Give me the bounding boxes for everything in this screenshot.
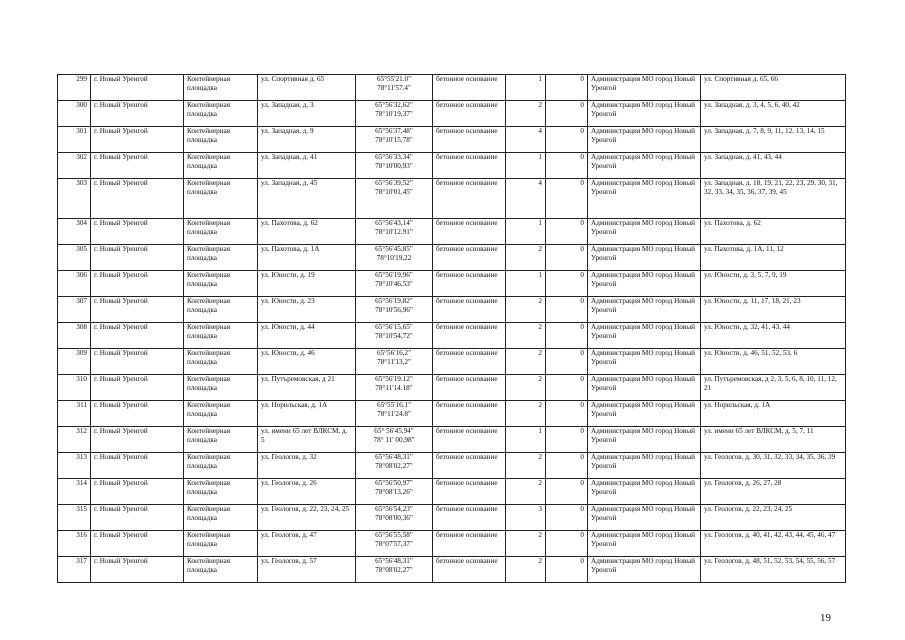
coordinates-cell — [356, 349, 433, 375]
site-type-cell: Контейнерная площадка — [184, 245, 258, 271]
site-type-cell: Контейнерная площадка — [184, 453, 258, 479]
address-cell: ул. Западная, д. 45 — [258, 179, 356, 219]
table-row — [58, 349, 846, 375]
table-row — [58, 323, 846, 349]
city-cell: г. Новый Уренгой — [91, 427, 184, 453]
city-cell: г. Новый Уренгой — [91, 531, 184, 557]
site-type-cell: Контейнерная площадка — [184, 297, 258, 323]
page-number: 19 — [820, 612, 831, 624]
served-addresses-cell: ул. Геологов, д. 22, 23, 24, 25 — [701, 505, 846, 531]
served-addresses-cell: ул. имени 65 лет ВЛКСМ, д. 5, 7, 11 — [701, 427, 846, 453]
row-number: 309 — [58, 349, 91, 375]
city-cell: г. Новый Уренгой — [91, 127, 184, 153]
coordinates-cell — [356, 479, 433, 505]
served-addresses-cell: ул. Юности, д. 11, 17, 18, 21, 23 — [701, 297, 846, 323]
owner-cell: Администрация МО город Новый Уренгой — [588, 479, 701, 505]
owner-cell: Администрация МО город Новый Уренгой — [588, 401, 701, 427]
container-count-cell: 1 — [506, 271, 546, 297]
latitude: 65°56'32,62" — [375, 101, 413, 109]
longitude: 78°10'56,96" — [375, 306, 413, 314]
container-count-cell: 2 — [506, 479, 546, 505]
served-addresses-cell: ул. Спортивная д. 65, 66 — [701, 75, 846, 101]
site-type-cell: Контейнерная площадка — [184, 101, 258, 127]
latitude: 65°56'39,52" — [375, 179, 413, 187]
city-cell: г. Новый Уренгой — [91, 101, 184, 127]
extra-count-cell: 0 — [546, 127, 588, 153]
owner-cell: Администрация МО город Новый Уренгой — [588, 75, 701, 101]
extra-count-cell: 0 — [546, 271, 588, 297]
extra-count-cell: 0 — [546, 219, 588, 245]
table-row — [58, 297, 846, 323]
site-type-cell: Контейнерная площадка — [184, 179, 258, 219]
surface-cell: бетонное основание — [433, 401, 506, 427]
row-number: 317 — [58, 557, 91, 583]
coordinates-cell — [356, 271, 433, 297]
container-sites-table — [57, 74, 846, 583]
owner-cell: Администрация МО город Новый Уренгой — [588, 557, 701, 583]
owner-cell: Администрация МО город Новый Уренгой — [588, 427, 701, 453]
city-cell: г. Новый Уренгой — [91, 349, 184, 375]
row-number: 316 — [58, 531, 91, 557]
extra-count-cell: 0 — [546, 557, 588, 583]
table-row — [58, 219, 846, 245]
container-count-cell: 3 — [506, 505, 546, 531]
address-cell: ул. Юности, д. 23 — [258, 297, 356, 323]
table-row — [58, 271, 846, 297]
address-cell: ул. Геологов, д. 57 — [258, 557, 356, 583]
latitude: 65°56'37,48" — [375, 127, 413, 135]
surface-cell: бетонное основание — [433, 323, 506, 349]
coordinates-cell — [356, 153, 433, 179]
extra-count-cell: 0 — [546, 479, 588, 505]
container-count-cell: 2 — [506, 375, 546, 401]
latitude: 65°56'16,2" — [376, 349, 412, 357]
site-type-cell: Контейнерная площадка — [184, 505, 258, 531]
longitude: 78°11'13,2" — [377, 358, 411, 366]
extra-count-cell: 0 — [546, 101, 588, 127]
latitude: 65°55'16.1" — [376, 401, 412, 409]
coordinates-cell — [356, 557, 433, 583]
served-addresses-cell: ул. Западная, д. 7, 8, 9, 11, 12, 13, 14, 15 — [701, 127, 846, 153]
row-number: 313 — [58, 453, 91, 479]
row-number: 303 — [58, 179, 91, 219]
coordinates-cell — [356, 297, 433, 323]
container-count-cell: 2 — [506, 245, 546, 271]
served-addresses-cell: ул. Западная, д. 18, 19, 21, 22, 23, 29, 30, 31, 32, 33, 34, 35, 36, 37, 39, 45 — [701, 179, 846, 219]
address-cell: ул. Норильская, д. 1А — [258, 401, 356, 427]
site-type-cell: Контейнерная площадка — [184, 349, 258, 375]
longitude: 78°10'19,22 — [376, 254, 412, 262]
served-addresses-cell: ул. Юности, д. 32, 41, 43, 44 — [701, 323, 846, 349]
surface-cell: бетонное основание — [433, 127, 506, 153]
owner-cell: Администрация МО город Новый Уренгой — [588, 531, 701, 557]
extra-count-cell: 0 — [546, 375, 588, 401]
table-row — [58, 101, 846, 127]
longitude: 78° 11' 00,98" — [373, 436, 415, 444]
table-row — [58, 479, 846, 505]
longitude: 78°11'24.8" — [377, 410, 411, 418]
coordinates-cell — [356, 505, 433, 531]
latitude: 65°56'33,34" — [375, 153, 413, 161]
surface-cell: бетонное основание — [433, 531, 506, 557]
extra-count-cell: 0 — [546, 245, 588, 271]
row-number: 299 — [58, 75, 91, 101]
address-cell: ул. Юности, д. 44 — [258, 323, 356, 349]
city-cell: г. Новый Уренгой — [91, 479, 184, 505]
address-cell: ул. Геологов, д. 26 — [258, 479, 356, 505]
row-number: 305 — [58, 245, 91, 271]
city-cell: г. Новый Уренгой — [91, 453, 184, 479]
coordinates-cell — [356, 127, 433, 153]
surface-cell: бетонное основание — [433, 101, 506, 127]
city-cell: г. Новый Уренгой — [91, 401, 184, 427]
extra-count-cell: 0 — [546, 153, 588, 179]
surface-cell: бетонное основание — [433, 153, 506, 179]
address-cell: ул. Геологов, д. 47 — [258, 531, 356, 557]
extra-count-cell: 0 — [546, 427, 588, 453]
owner-cell: Администрация МО город Новый Уренгой — [588, 453, 701, 479]
served-addresses-cell: ул. Норильская, д. 1А — [701, 401, 846, 427]
city-cell: г. Новый Уренгой — [91, 297, 184, 323]
owner-cell: Администрация МО город Новый Уренгой — [588, 101, 701, 127]
city-cell: г. Новый Уренгой — [91, 323, 184, 349]
row-number: 306 — [58, 271, 91, 297]
longitude: 78°10'15,78" — [375, 136, 413, 144]
surface-cell: бетонное основание — [433, 505, 506, 531]
row-number: 301 — [58, 127, 91, 153]
latitude: 65°56'50,97" — [375, 479, 413, 487]
container-count-cell: 2 — [506, 297, 546, 323]
longitude: 78°10'12.91" — [375, 228, 413, 236]
container-count-cell: 4 — [506, 127, 546, 153]
row-number: 302 — [58, 153, 91, 179]
site-type-cell: Контейнерная площадка — [184, 271, 258, 297]
longitude: 78°11'14.18" — [375, 384, 413, 392]
container-count-cell: 1 — [506, 153, 546, 179]
extra-count-cell: 0 — [546, 505, 588, 531]
latitude: 65°56'55,58" — [375, 531, 413, 539]
surface-cell: бетонное основание — [433, 75, 506, 101]
owner-cell: Администрация МО город Новый Уренгой — [588, 297, 701, 323]
coordinates-cell — [356, 179, 433, 219]
served-addresses-cell: ул. Геологов, д. 40, 41, 42, 43, 44, 45, 46, 47 — [701, 531, 846, 557]
served-addresses-cell: ул. Путъремовская, д 2, 3, 5, 6, 8, 10, 11, 12, 21 — [701, 375, 846, 401]
container-count-cell: 2 — [506, 453, 546, 479]
owner-cell: Администрация МО город Новый Уренгой — [588, 219, 701, 245]
longitude: 78°08'13,26" — [375, 488, 413, 496]
surface-cell: бетонное основание — [433, 557, 506, 583]
container-count-cell: 2 — [506, 101, 546, 127]
table-row — [58, 531, 846, 557]
address-cell: ул. Юности, д. 46 — [258, 349, 356, 375]
city-cell: г. Новый Уренгой — [91, 505, 184, 531]
city-cell: г. Новый Уренгой — [91, 375, 184, 401]
site-type-cell: Контейнерная площадка — [184, 219, 258, 245]
address-cell: ул. Западная, д. 41 — [258, 153, 356, 179]
address-cell: ул. Западная, д. 9 — [258, 127, 356, 153]
owner-cell: Администрация МО город Новый Уренгой — [588, 505, 701, 531]
row-number: 311 — [58, 401, 91, 427]
extra-count-cell: 0 — [546, 531, 588, 557]
extra-count-cell: 0 — [546, 75, 588, 101]
surface-cell: бетонное основание — [433, 349, 506, 375]
container-count-cell: 1 — [506, 427, 546, 453]
served-addresses-cell: ул. Геологов, д. 26, 27, 28 — [701, 479, 846, 505]
served-addresses-cell: ул. Геологов, д. 30, 31, 32, 33, 34, 35, 36, 39 — [701, 453, 846, 479]
city-cell: г. Новый Уренгой — [91, 557, 184, 583]
table-row — [58, 427, 846, 453]
table-row — [58, 557, 846, 583]
coordinates-cell — [356, 323, 433, 349]
site-type-cell: Контейнерная площадка — [184, 427, 258, 453]
table-row — [58, 401, 846, 427]
container-count-cell: 2 — [506, 531, 546, 557]
longitude: 78°11'57.4" — [377, 84, 411, 92]
table-row — [58, 453, 846, 479]
row-number: 307 — [58, 297, 91, 323]
container-count-cell: 2 — [506, 557, 546, 583]
site-type-cell: Контейнерная площадка — [184, 127, 258, 153]
longitude: 78°10'01,45" — [375, 188, 413, 196]
container-count-cell: 4 — [506, 179, 546, 219]
container-count-cell: 1 — [506, 219, 546, 245]
coordinates-cell — [356, 453, 433, 479]
surface-cell: бетонное основание — [433, 219, 506, 245]
latitude: 65°56'19,82" — [375, 297, 413, 305]
row-number: 314 — [58, 479, 91, 505]
extra-count-cell: 0 — [546, 349, 588, 375]
city-cell: г. Новый Уренгой — [91, 219, 184, 245]
owner-cell: Администрация МО город Новый Уренгой — [588, 375, 701, 401]
site-type-cell: Контейнерная площадка — [184, 557, 258, 583]
row-number: 310 — [58, 375, 91, 401]
surface-cell: бетонное основание — [433, 245, 506, 271]
site-type-cell: Контейнерная площадка — [184, 323, 258, 349]
container-count-cell: 2 — [506, 349, 546, 375]
longitude: 78°10'00,93" — [375, 162, 413, 170]
table-row — [58, 75, 846, 101]
surface-cell: бетонное основание — [433, 427, 506, 453]
container-count-cell: 2 — [506, 401, 546, 427]
coordinates-cell — [356, 245, 433, 271]
owner-cell: Администрация МО город Новый Уренгой — [588, 179, 701, 219]
owner-cell: Администрация МО город Новый Уренгой — [588, 245, 701, 271]
latitude: 65°56'48,31" — [375, 453, 413, 461]
row-number: 315 — [58, 505, 91, 531]
longitude: 78°10'46,53" — [375, 280, 413, 288]
served-addresses-cell: ул. Юности, д. 3, 5, 7, 9, 19 — [701, 271, 846, 297]
table-row — [58, 245, 846, 271]
extra-count-cell: 0 — [546, 179, 588, 219]
city-cell: г. Новый Уренгой — [91, 179, 184, 219]
extra-count-cell: 0 — [546, 297, 588, 323]
surface-cell: бетонное основание — [433, 375, 506, 401]
table-row — [58, 375, 846, 401]
address-cell: ул. Пахотова, д. 62 — [258, 219, 356, 245]
surface-cell: бетонное основание — [433, 271, 506, 297]
surface-cell: бетонное основание — [433, 297, 506, 323]
latitude: 65°56'19,96" — [375, 271, 413, 279]
site-type-cell: Контейнерная площадка — [184, 375, 258, 401]
container-count-cell: 2 — [506, 323, 546, 349]
latitude: 65°56'43,14" — [375, 219, 413, 227]
owner-cell: Администрация МО город Новый Уренгой — [588, 153, 701, 179]
coordinates-cell — [356, 75, 433, 101]
served-addresses-cell: ул. Геологов, д. 48, 51, 52, 53, 54, 55, 56, 57 — [701, 557, 846, 583]
longitude: 78°08'02,27" — [375, 566, 413, 574]
table-row — [58, 505, 846, 531]
row-number: 312 — [58, 427, 91, 453]
longitude: 78°08'00,36" — [375, 514, 413, 522]
address-cell: ул. Юности, д. 19 — [258, 271, 356, 297]
served-addresses-cell: ул. Пахотова, д. 62 — [701, 219, 846, 245]
served-addresses-cell: ул. Западная, д. 41, 43, 44 — [701, 153, 846, 179]
address-cell: ул. Пахотова, д. 1А — [258, 245, 356, 271]
longitude: 78°07'57,37" — [375, 540, 413, 548]
row-number: 308 — [58, 323, 91, 349]
coordinates-cell — [356, 427, 433, 453]
site-type-cell: Контейнерная площадка — [184, 401, 258, 427]
address-cell: ул. Западная, д. 3 — [258, 101, 356, 127]
city-cell: г. Новый Уренгой — [91, 271, 184, 297]
surface-cell: бетонное основание — [433, 179, 506, 219]
site-type-cell: Контейнерная площадка — [184, 75, 258, 101]
surface-cell: бетонное основание — [433, 479, 506, 505]
coordinates-cell — [356, 401, 433, 427]
site-type-cell: Контейнерная площадка — [184, 479, 258, 505]
address-cell: ул. Спортивная д. 65 — [258, 75, 356, 101]
latitude: 65°56'45,85" — [375, 245, 413, 253]
served-addresses-cell: ул. Пахотова, д. 1А, 11, 12 — [701, 245, 846, 271]
extra-count-cell: 0 — [546, 453, 588, 479]
latitude: 65° 56'45,94" — [374, 427, 414, 435]
latitude: 65°55'21.0" — [376, 75, 412, 83]
address-cell: ул. имени 65 лет ВЛКСМ, д. 5 — [258, 427, 356, 453]
table-row — [58, 153, 846, 179]
site-type-cell: Контейнерная площадка — [184, 153, 258, 179]
latitude: 65°56'15,65" — [375, 323, 413, 331]
longitude: 78°10'19,37" — [375, 110, 413, 118]
owner-cell: Администрация МО город Новый Уренгой — [588, 349, 701, 375]
container-count-cell: 1 — [506, 75, 546, 101]
row-number: 304 — [58, 219, 91, 245]
coordinates-cell — [356, 101, 433, 127]
city-cell: г. Новый Уренгой — [91, 245, 184, 271]
served-addresses-cell: ул. Западная, д. 3, 4, 5, 6, 40, 42 — [701, 101, 846, 127]
latitude: 65°56'54,23" — [375, 505, 413, 513]
address-cell: ул. Путъремовская, д 21 — [258, 375, 356, 401]
coordinates-cell — [356, 375, 433, 401]
table-body — [58, 75, 846, 583]
longitude: 78°10'54,72" — [375, 332, 413, 340]
coordinates-cell — [356, 219, 433, 245]
table-row — [58, 179, 846, 219]
owner-cell: Администрация МО город Новый Уренгой — [588, 271, 701, 297]
latitude: 65°56'48,31" — [375, 557, 413, 565]
longitude: 78°08'02,27" — [375, 462, 413, 470]
extra-count-cell: 0 — [546, 401, 588, 427]
latitude: 65°56'19.12" — [375, 375, 413, 383]
city-cell: г. Новый Уренгой — [91, 75, 184, 101]
owner-cell: Администрация МО город Новый Уренгой — [588, 127, 701, 153]
served-addresses-cell: ул. Юности, д. 46, 51, 52, 53, 6 — [701, 349, 846, 375]
table-row — [58, 127, 846, 153]
site-type-cell: Контейнерная площадка — [184, 531, 258, 557]
coordinates-cell — [356, 531, 433, 557]
address-cell: ул. Геологов, д. 22, 23, 24, 25 — [258, 505, 356, 531]
surface-cell: бетонное основание — [433, 453, 506, 479]
city-cell: г. Новый Уренгой — [91, 153, 184, 179]
owner-cell: Администрация МО город Новый Уренгой — [588, 323, 701, 349]
extra-count-cell: 0 — [546, 323, 588, 349]
address-cell: ул. Геологов, д. 32 — [258, 453, 356, 479]
row-number: 300 — [58, 101, 91, 127]
